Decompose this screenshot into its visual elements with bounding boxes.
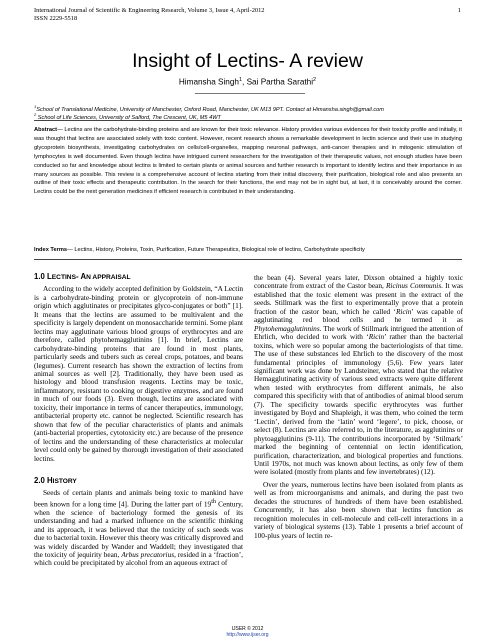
s2-text-c: , resided in a ‘fraction’, which could be precipitated by alcohol from an aqueous extract of — [34, 550, 243, 568]
right-paragraph-2: Over the years, numerous lectins have been isolated from plants as well as from microorganisms and animals, and during the past two decades the structures of hundreds of them have been established. Concurrently, it has also been shown that lectins function as recognition molecules in cell-molecule and cell-cell interactions in a variety of biological systems (13). Table 1 presents a brief account of 100-plus years of lectin re- — [254, 479, 463, 540]
footer-url-link[interactable]: http://www.ijser.org — [226, 632, 269, 638]
section-1-heading — [34, 273, 243, 282]
section-1-number: 1.0 L — [34, 272, 52, 281]
section-2-number: 2.0 H — [34, 475, 53, 485]
r1-italic-1: Ricinus Communis — [385, 281, 442, 291]
r1-text-b: . It was established that the toxic element was present in the extract of the seeds. Stillmark was the first to experimentally prove that a protein fraction of the castor bean, which he called ‘ — [254, 281, 463, 316]
author-2-sup: 2 — [313, 77, 317, 83]
right-column — [254, 274, 463, 540]
title-divider — [195, 93, 305, 94]
r1-text-c: ’ was capable of agglutinating red blood cells and he termed it as — [254, 306, 463, 325]
s2-text-a: Seeds of certain plants and animals being toxic to mankind have been known for a long time [4]. During the latter part of 19 — [34, 488, 243, 509]
authors — [0, 77, 495, 87]
journal-header — [34, 7, 461, 23]
body-top-divider — [34, 259, 462, 260]
section-2-title: ISTORY — [52, 477, 77, 485]
abstract-label: Abstract — [34, 127, 58, 133]
r1-text-e: ’ rather than the bacterial toxins, which were so popular among the bacteriologists of that time. The use of these substances led Ehrlich to the discovery of the most fundamental principles of immunology (5,6). Few years later significant work was done by Landsteiner, who stated that the relative Hemagglutinating activity of various seed extracts were quite different when tested with erythrocytes from different animals, he also compared this specificity with that of antibodies of animal blood serum (7). The specificity towards specific erythrocytes was further investigated by Boyd and Shapleigh, it was them, who coined the term ‘Lectin’, derived from the ‘latin’ word ‘legere’, to pick, choose, or select (8). Lectins are also referred to, in the literature, as agglutinins or phytoagglutinins (9-11). The contributions incorporated by ‘Stilmark’ marked the beginning of centennial on lectin identification, purification, characterization, and biological properties and functions. Until 1970s, not much was known about lectins, as only few of them were isolated (mostly from plants and few invertebrates) (12). — [254, 332, 464, 477]
s2-text-b: Century, when the science of bacteriology formed the genesis of its understanding and had a marked influence on the scientific thinking and its approach, it was believed that the toxicity of such seeds was due to bacterial toxin. However this theory was critically disproved and was widely discarded by Wander and Waddell; they investigated that the toxicity of jequirity bean, — [34, 499, 243, 560]
journal-line: International Journal of Scientific & Engineering Research, Volume 3, Issue 4, April-2012 — [34, 7, 265, 14]
right-paragraph-1 — [254, 274, 463, 477]
section-2-heading — [34, 477, 243, 486]
issn: ISSN 2229-5518 — [34, 15, 78, 22]
index-terms-label: Index Terms — [34, 247, 68, 253]
abstract-text: — Lectins are the carbohydrate-binding proteins and are known for their toxic relevance. History provides various evidences for their toxicity profile and initially, it was thought that lectins are associated solely with toxic content. However, recent research shows a remarkable development in lectin science and their use in studying glycoprotein biosynthesis, investigating carbohydrates on cells/cell-organelles, mapping neuronal pathways, anti-cancer therapies and in mitogenic stimulation of lymphocytes is well documented. Even though lectins have intrigued current researchers for the investigation of their therapeutic values, not enough studies have been conducted so far and knowledge about lectins is limited to certain plants or animal sources and further research is important to identify lectins and their importance in as many sources as possible. This review is a comprehensive account of lectins starting from their initial discovery, their purification, biological role and also presents an outline of their toxic effects and therapeutic contribution. In the search for their functions, the end may not be in sight but, at last, it is conceivably around the corner. Lectins could be the next generation medicines if efficient research is contributed in their understanding. — [34, 127, 462, 196]
s2-italic: Arbus precatorius — [121, 550, 175, 560]
s2-sup: th — [211, 498, 216, 505]
footer — [0, 626, 495, 638]
affiliation-1-sup: 1 — [34, 104, 37, 109]
author-separator: , — [242, 77, 247, 87]
section-1-title-a: ECTINS — [51, 274, 76, 281]
author-2: Sai Partha Sarathi — [246, 77, 314, 87]
author-1-sup: 1 — [238, 77, 243, 83]
page-number: 1 — [457, 7, 461, 14]
section-1-title-b: - A — [75, 272, 87, 281]
paper-title: Insight of Lectins- A review — [132, 50, 363, 72]
author-1: Himansha Singh — [178, 77, 239, 87]
affiliation-2-sup: 2 — [34, 112, 37, 117]
index-terms-text: — Lectins, History, Proteins, Toxin, Purification, Future Therapeutics, Biological role of lectins, Carbohydrate specificity — [67, 247, 365, 253]
section-1-title-c: N APPRAISAL — [86, 274, 131, 281]
index-terms — [34, 247, 462, 253]
left-column — [34, 273, 243, 568]
abstract-top-divider — [34, 120, 462, 121]
r1-italic-2: Ricin — [395, 306, 412, 316]
section-2-paragraph — [34, 489, 243, 568]
section-1-paragraph: According to the widely accepted definition by Goldstein, “A Lectin is a carbohydrate-binding protein or glycoprotein of non-immune origin which agglutinates or precipitates glyco-conjugates or both” [1]. It means that the lectins are assumed to be multivalent and the specificity is largely dependent on monosaccharide termini. Some plant lectins may agglutinate various blood groups of erythrocytes and are therefore, called phytohemagglutinins [1]. In brief, Lectins are carbohydrate-binding proteins that are found in most plants, particularly seeds and tubers such as cereal crops, potatoes, and beans (legumes). Current research has shown the extraction of lectins from animal sources as well [2]. Traditionally, they have been used as histology and blood transfusion reagents. Lectins may be toxic, inflammatory, resistant to cooking or digestive enzymes, and are found in much of our foods (3). Even though, lectins are associated with toxicity, their importance in terms of cancer therapeutics, immunology, antibacterial property etc. cannot be neglected. Scientific research has shown that few of the peculiar characteristics of plants and animals (anti-bacterial properties, cytotoxicity etc.) are because of the presence of lectins and the understanding of these characteristics at molecular level could only be gained by thorough investigation of their associated lectins. — [34, 284, 243, 463]
affiliation-2-text: School of Life Sciences, University of Salford, The Crescent, UK, M5 4WT — [36, 114, 221, 121]
r1-italic-3: Phytohemagglutinnins — [254, 323, 320, 333]
footer-copyright: IJSER © 2012 — [231, 626, 264, 632]
r1-italic-4: Ricin — [368, 332, 385, 342]
r1-text-d: . The work of Stillmark intrigued the attention of Ehrlich, who decided to work with ‘ — [254, 323, 463, 342]
affiliation-1-text: School of Translational Medicine, University of Manchester, Oxford Road, Manchester, UK M13 9PT. Contact at Himansha.singh@gmail.com — [36, 106, 384, 113]
r1-text-a: the bean (4). Several years later, Dixson obtained a highly toxic concentrate from extract of the Castor bean, — [254, 273, 463, 291]
abstract — [34, 126, 462, 197]
